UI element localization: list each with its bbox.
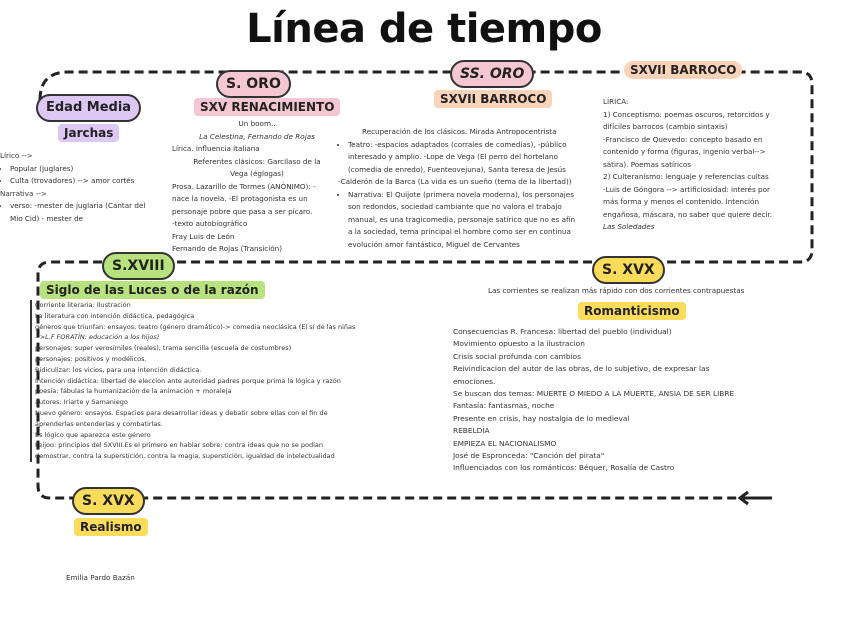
text-line: más forma y menos el contenido. Intención xyxy=(603,197,760,206)
text-line: 1) Conceptismo: poemas oscuros, retorcidos y xyxy=(603,109,770,119)
text-line: manual, es una tragicomedia, personaje satírico que no es afín xyxy=(348,214,576,224)
text-line: Presente en crisis, hay nostalgia de lo medieval xyxy=(453,413,630,423)
text-line: Se buscan dos temas: MUERTE O MIEDO A LA MUERTE, ANSIA DE SER LIBRE xyxy=(453,389,735,399)
edad-media-notes xyxy=(0,150,160,225)
barroco-lirica-notes xyxy=(603,96,803,234)
node-s-oro: S. ORO xyxy=(216,70,291,98)
text-line: Recuperación de los clásicos. Mirada Antropocentrista xyxy=(362,127,557,136)
text-line: emociones. xyxy=(453,376,496,386)
list-item: • Teatro: -espacios adaptados (corrales de comedias), -público xyxy=(348,139,598,152)
text-line: contenido y forma (figuras, ingenio verbal--> xyxy=(603,147,766,156)
tag-barroco: SXVII BARROCO xyxy=(434,90,552,108)
text-line: Fray Luis de León xyxy=(172,231,235,241)
node-s-xviii: S.XVIII xyxy=(102,252,175,280)
text-line: Movimiento opuesto a la ilustracion xyxy=(453,339,585,349)
text-line: Fantasía: fantasmas, noche xyxy=(453,401,555,411)
text-line: Influenciados con los románticos: Béquer, Rosalía de Castro xyxy=(453,463,675,473)
text-line: personajes: super verosímiles (reales), trama sencilla (escuela de costumbres) xyxy=(30,343,430,354)
text-line: Crisis social profunda con cambios xyxy=(453,351,581,361)
text-line: Intención didáctica: libertad de eleccion ante autoridad padres porque prima la lógica y razón xyxy=(30,376,430,387)
text-line: La Celestina, Fernando de Rojas xyxy=(199,131,315,141)
list-item: • verso: -mester de juglaria (Cantar del xyxy=(10,200,160,213)
text-line: La literatura con intención didáctica, pedagógica xyxy=(30,311,430,322)
text-line: -texto autobiográfico xyxy=(172,219,248,228)
text-line: Mio Cid) - mester de xyxy=(10,213,84,223)
page-title: Línea de tiempo xyxy=(246,6,602,52)
node-ss-oro: SS. ORO xyxy=(450,60,534,88)
list-item: • Narrativa: El Quijote (primera novela moderna), los personajes xyxy=(348,189,598,202)
text-line: Las Soledades xyxy=(603,222,655,231)
text-line: son redondos, sociedad cambiante que no valora el trabajo xyxy=(348,202,562,211)
text-line: Prosa. Lazarillo de Tormes (ANÓNIMO): - xyxy=(172,181,316,191)
romanticismo-intro: Las corrientes se realizan más rápido con dos corrientes contrapuestas xyxy=(488,286,745,295)
text-line: José de Espronceda: "Canción del pirata" xyxy=(453,451,605,461)
text-line: autores: Iriarte y Samaniego xyxy=(30,397,430,408)
text-line: Es lógico que aparezca este género xyxy=(30,430,430,441)
tag-realismo: Realismo xyxy=(74,518,148,536)
tag-jarchas: Jarchas xyxy=(58,124,119,142)
text-line: Ridiculizar: los vicios, para una intención didáctica. xyxy=(30,365,430,376)
barroco-notes xyxy=(338,126,598,251)
node-s-xvx-left: S. XVX xyxy=(72,487,145,515)
realismo-author: Emilia Pardo Bazán xyxy=(66,573,135,582)
tag-luces: Siglo de las Luces o de la razón xyxy=(40,281,265,299)
node-s-xvx-right: S. XVX xyxy=(592,256,665,284)
text-line: -Luis de Góngora --> artificiosidad: interés por xyxy=(603,184,770,194)
text-line: Lírica. influencia italiana xyxy=(172,144,260,153)
text-line: demostrar, contra la superstición, contra la magia, superstición, igualdad de intelectualidad xyxy=(30,451,430,462)
tag-renacimiento: SXV RENACIMIENTO xyxy=(194,98,340,116)
text-line: Consecuencias R. Francesa: libertad del pueblo (individual) xyxy=(453,327,672,336)
text-line: -Calderón de la Barca (La vida es un sueño (tema de la libertad)) xyxy=(338,177,572,186)
text-line: personajes: positivos y modélicos. xyxy=(30,354,430,365)
text-line: Narrativa --> xyxy=(0,188,47,198)
text-line: LÍRICA: xyxy=(603,97,629,106)
text-line: engañosa, máscara, no saber que quiere decir. xyxy=(603,209,773,219)
text-line: Feijoo: principios del SXVIII.Es el primero en hablar sobre: contra ideas que no se podían xyxy=(30,440,430,451)
text-line: EMPIEZA EL NACIONALISMO xyxy=(453,438,557,448)
text-line: Fernando de Rojas (Transición) xyxy=(172,244,283,253)
text-line: a la sociedad, tema principal el hombre como ser en continua xyxy=(348,227,571,236)
romanticismo-notes xyxy=(453,326,773,475)
text-line: REBELDÍA xyxy=(453,426,490,436)
text-line: Corriente literaria: Ilustración xyxy=(30,300,430,311)
text-line: personaje pobre que pasa a ser pícaro. xyxy=(172,206,313,216)
text-line: nace la novela. -El protagonista es un xyxy=(172,194,308,203)
text-line: difíciles barrocos (cambio sintaxis) xyxy=(603,122,728,131)
text-line: aprenderlas entenderlas y combatirlas. xyxy=(30,419,430,430)
node-sxvii-barroco-top: SXVII BARROCO xyxy=(624,61,742,79)
text-line: (comedia de enredo), Fuenteovejuna), Santa teresa de Jesús xyxy=(348,164,566,174)
text-line: Nuevo género: ensayos. Espacios para desarrollar ideas y debatir sobre ellas con el fin de xyxy=(30,408,430,419)
text-line: Reivindicacion del autor de las obras, de lo subjetivo, de expresar las xyxy=(453,364,710,374)
text-line: -->L.F FORATÍN: educación a los hijos) xyxy=(30,332,430,343)
text-line: -Francisco de Quevedo: concepto basado en xyxy=(603,134,763,144)
renacimiento-notes xyxy=(172,118,342,256)
list-item: • Culta (trovadores) --> amor cortés xyxy=(10,175,160,188)
text-line: Un boom.. xyxy=(238,119,276,128)
list-item: • Popular (juglares) xyxy=(10,163,160,176)
text-line: géneros que triunfan: ensayos, teatro (género dramático)-> comedia neoclásica (El sí de las niñas xyxy=(30,322,430,333)
text-line: poesía: fábulas la humanización de la animación + moraleja xyxy=(30,386,430,397)
text-line: 2) Culteranismo: lenguaje y referencias cultas xyxy=(603,172,769,181)
text-line: Vega (églogas) xyxy=(230,169,284,178)
text-line: Referentes clásicos: Garcilaso de la xyxy=(193,156,321,166)
luces-notes xyxy=(30,300,430,462)
node-edad-media: Edad Media xyxy=(36,94,141,122)
tag-romanticismo: Romanticismo xyxy=(578,302,686,320)
text-line: Lírico --> xyxy=(0,151,33,160)
text-line: interesado y amplio. -Lope de Vega (El perro del hortelano xyxy=(348,152,558,161)
arrow-end-icon xyxy=(740,492,772,504)
text-line: evolución amor fantástico, Miguel de Cervantes xyxy=(348,239,520,249)
text-line: sátira). Poemas satíricos xyxy=(603,159,692,169)
